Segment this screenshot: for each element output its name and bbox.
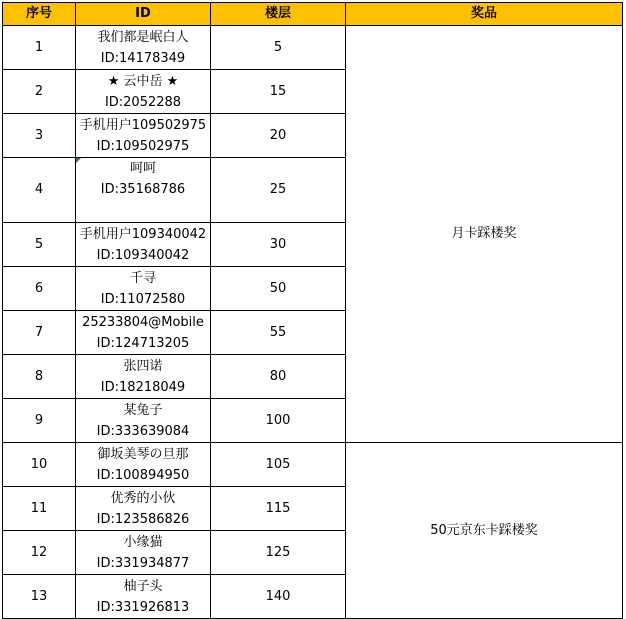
- row-user: [76, 158, 211, 223]
- row-index: 6: [3, 267, 76, 311]
- row-floor: 5: [211, 26, 346, 70]
- user-name: 手机用户109340042: [79, 226, 207, 242]
- row-floor: 80: [211, 355, 346, 399]
- user-name: 张四诺: [123, 358, 163, 374]
- row-index: 10: [3, 443, 76, 487]
- header-id: ID: [76, 3, 211, 26]
- table-row: [3, 443, 623, 487]
- user-id: ID:123586826: [96, 511, 190, 527]
- header-index: 序号: [3, 3, 76, 26]
- user-id: ID:331926813: [96, 599, 190, 615]
- row-user: [76, 399, 211, 443]
- row-floor: 30: [211, 223, 346, 267]
- row-floor: 140: [211, 575, 346, 619]
- row-index: 3: [3, 114, 76, 158]
- user-id: ID:333639084: [96, 423, 190, 439]
- table-row: [3, 26, 623, 70]
- header-row: [3, 3, 623, 26]
- row-floor: 55: [211, 311, 346, 355]
- row-index: 11: [3, 487, 76, 531]
- row-index: 12: [3, 531, 76, 575]
- row-index: 2: [3, 70, 76, 114]
- comment-marker-icon: [76, 158, 81, 163]
- row-user: [76, 223, 211, 267]
- row-user: [76, 70, 211, 114]
- row-index: 8: [3, 355, 76, 399]
- user-name: 呵呵: [129, 161, 156, 176]
- row-floor: 115: [211, 487, 346, 531]
- header-prize: 奖品: [346, 3, 623, 26]
- user-name: 御坂美琴の旦那: [97, 446, 189, 462]
- row-user: [76, 267, 211, 311]
- row-user: [76, 487, 211, 531]
- row-user: [76, 26, 211, 70]
- row-user: [76, 114, 211, 158]
- row-user: [76, 311, 211, 355]
- user-name: ★ 云中岳 ★: [107, 73, 179, 89]
- row-floor: 15: [211, 70, 346, 114]
- row-index: 9: [3, 399, 76, 443]
- user-id: ID:35168786: [100, 182, 186, 197]
- row-floor: 20: [211, 114, 346, 158]
- row-index: 13: [3, 575, 76, 619]
- prize-monthly-card: 月卡踩楼奖: [346, 26, 623, 443]
- row-floor: 100: [211, 399, 346, 443]
- row-user: [76, 531, 211, 575]
- user-name: 千寻: [129, 270, 156, 286]
- row-floor: 50: [211, 267, 346, 311]
- row-index: 7: [3, 311, 76, 355]
- row-index: 1: [3, 26, 76, 70]
- user-name: 某兔子: [123, 402, 163, 418]
- user-id: ID:109502975: [96, 138, 190, 154]
- user-id: ID:124713205: [96, 335, 190, 351]
- row-floor: 105: [211, 443, 346, 487]
- row-floor: 125: [211, 531, 346, 575]
- user-name: 我们都是岷白人: [97, 29, 189, 45]
- user-name: 柚子头: [123, 578, 163, 594]
- user-id: ID:100894950: [96, 467, 190, 483]
- user-id: ID:109340042: [96, 247, 190, 263]
- prize-table: [2, 2, 623, 619]
- user-id: ID:331934877: [96, 555, 190, 571]
- row-user: [76, 575, 211, 619]
- user-id: ID:14178349: [100, 50, 186, 66]
- row-user: [76, 355, 211, 399]
- user-name: 优秀的小伙: [110, 490, 176, 506]
- row-index: 4: [3, 158, 76, 223]
- user-name: 25233804@Mobile: [82, 314, 204, 330]
- row-floor: 25: [211, 158, 346, 223]
- prize-jd-card: 50元京东卡踩楼奖: [346, 443, 623, 619]
- user-id: ID:11072580: [100, 291, 186, 307]
- user-name: 小缘猫: [123, 534, 163, 550]
- user-name: 手机用户109502975: [79, 117, 207, 133]
- row-index: 5: [3, 223, 76, 267]
- header-floor: 楼层: [211, 3, 346, 26]
- user-id: ID:2052288: [104, 94, 182, 110]
- user-id: ID:18218049: [100, 379, 186, 395]
- row-user: [76, 443, 211, 487]
